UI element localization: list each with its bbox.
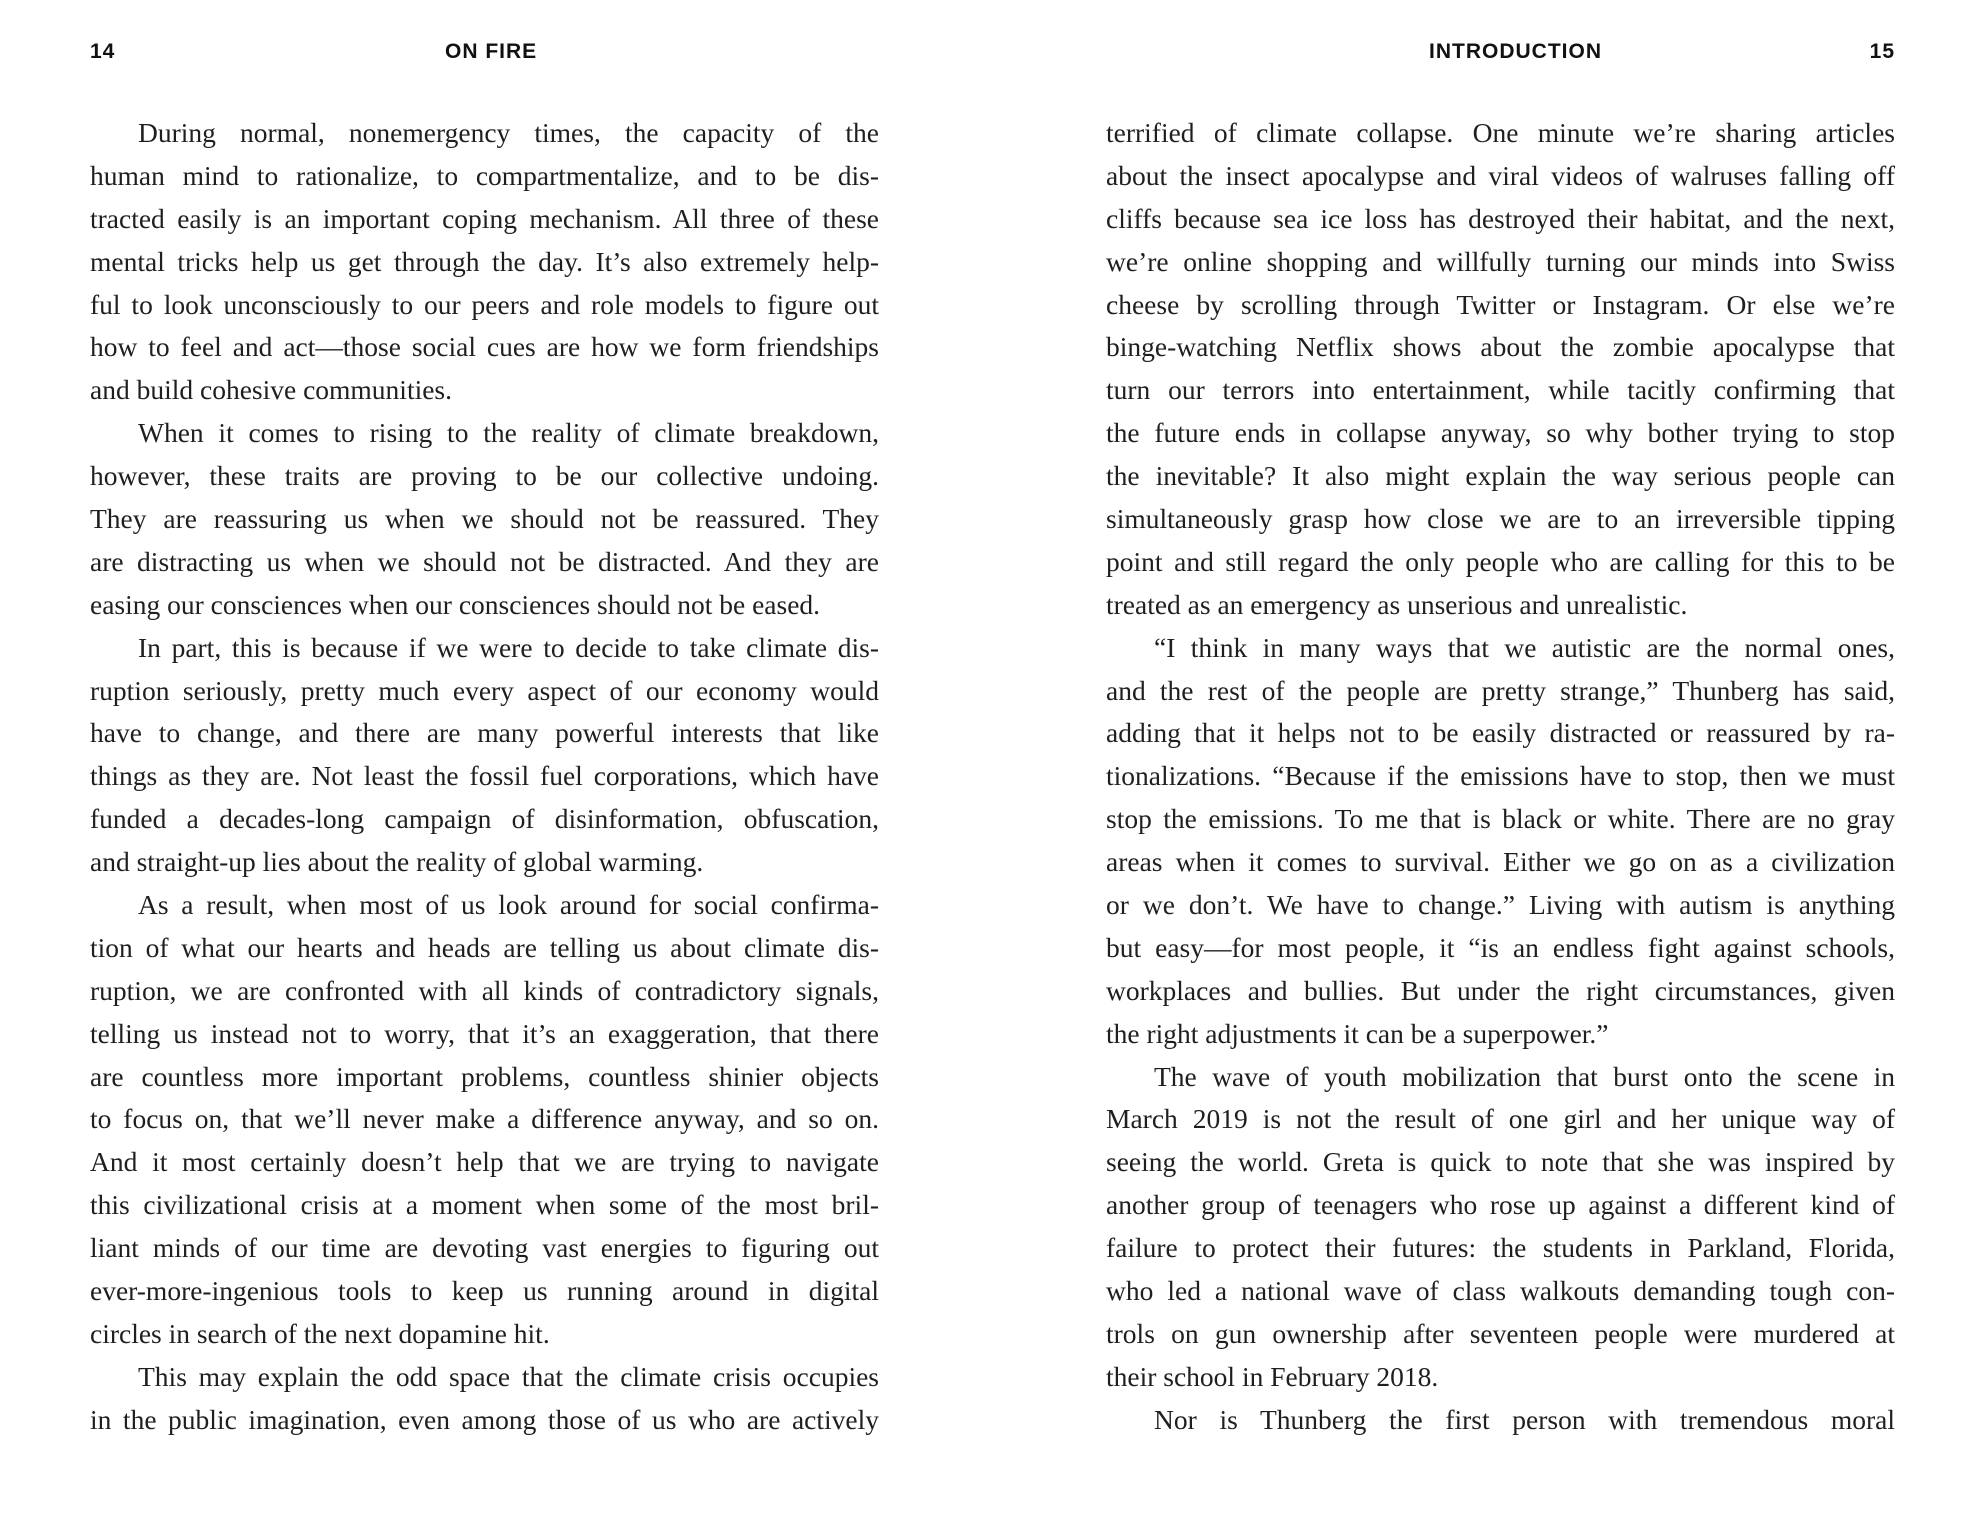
text-line: funded a decades-long campaign of disinformation, obfuscation, [90,803,879,835]
text-line: This may explain the odd space that the climate crisis occupies [138,1360,879,1392]
text-line: or we don’t. We have to change.” Living with autism is anything [1106,889,1895,921]
right-page-number: 15 [1869,40,1895,63]
text-line: And it most certainly doesn’t help that we are trying to navigate [90,1146,879,1178]
text-line: about the insect apocalypse and viral videos of walruses falling off [1106,159,1895,191]
text-line: this civilizational crisis at a moment when some of the most bril- [90,1189,879,1221]
text-line: their school in February 2018. [1106,1360,1439,1392]
text-line: They are reassuring us when we should not be reassured. They [90,503,879,535]
text-line: During normal, nonemergency times, the capacity of the [138,117,879,148]
left-page [90,0,879,1538]
text-line: liant minds of our time are devoting vast energies to figuring out [90,1232,879,1264]
left-page-number: 14 [90,40,116,63]
text-line: tionalizations. “Because if the emissions have to stop, then we must [1106,760,1895,792]
text-line: telling us instead not to worry, that it’s an exaggeration, that there [90,1017,879,1049]
text-line: failure to protect their futures: the students in Parkland, Florida, [1106,1232,1895,1264]
text-line: and build cohesive communities. [90,374,453,406]
text-line: are distracting us when we should not be distracted. And they are [90,545,879,577]
text-line: “I think in many ways that we autistic are the normal ones, [1154,631,1895,663]
text-line: ruption, we are confronted with all kinds of contradictory signals, [90,974,879,1006]
text-line: ful to look unconsciously to our peers and role models to figure out [90,288,879,320]
text-line: tion of what our hearts and heads are telling us about climate dis- [90,931,879,963]
text-line: the right adjustments it can be a superpower.” [1106,1017,1609,1049]
text-line: how to feel and act—those social cues are how we form friendships [90,331,879,363]
text-line: binge-watching Netflix shows about the zombie apocalypse that [1106,331,1895,363]
text-line: easing our consciences when our consciences should not be eased. [90,588,821,620]
text-line: things as they are. Not least the fossil fuel corporations, which have [90,760,879,792]
text-line: human mind to rationalize, to compartmentalize, and to be dis- [90,159,879,191]
text-line: ruption seriously, pretty much every aspect of our economy would [90,674,879,706]
text-line: tracted easily is an important coping mechanism. All three of these [90,202,879,234]
text-line: Nor is Thunberg the first person with tremendous moral [1154,1403,1895,1435]
text-line: another group of teenagers who rose up against a different kind of [1106,1189,1895,1221]
text-line: turn our terrors into entertainment, while tacitly confirming that [1106,374,1895,406]
text-line: the inevitable? It also might explain the way serious people can [1106,460,1895,492]
text-line: terrified of climate collapse. One minute we’re sharing articles [1106,117,1895,148]
right-page [1106,0,1895,1538]
text-line: and the rest of the people are pretty strange,” Thunberg has said, [1106,674,1895,706]
text-line: circles in search of the next dopamine hit. [90,1317,550,1349]
text-line: In part, this is because if we were to decide to take climate dis- [138,631,879,663]
text-line: seeing the world. Greta is quick to note that she was inspired by [1106,1146,1895,1178]
text-line: cheese by scrolling through Twitter or Instagram. Or else we’re [1106,288,1895,320]
text-line: simultaneously grasp how close we are to an irreversible tipping [1106,503,1895,535]
text-line: are countless more important problems, countless shinier objects [90,1060,879,1092]
text-line: mental tricks help us get through the day. It’s also extremely help- [90,245,879,277]
text-line: stop the emissions. To me that is black or white. There are no gray [1106,803,1895,835]
text-line: treated as an emergency as unserious and unrealistic. [1106,588,1688,620]
text-line: but easy—for most people, it “is an endless fight against schools, [1106,931,1895,963]
text-line: The wave of youth mobilization that burst onto the scene in [1154,1060,1895,1092]
left-running-head: ON FIRE [445,40,538,63]
text-line: March 2019 is not the result of one girl and her unique way of [1106,1103,1895,1135]
text-line: workplaces and bullies. But under the right circumstances, given [1106,974,1895,1006]
text-line: When it comes to rising to the reality of climate breakdown, [138,417,879,449]
text-line: As a result, when most of us look around for social confirma- [138,889,879,921]
text-line: ever-more-ingenious tools to keep us running around in digital [90,1275,879,1307]
left-page-header [90,40,879,70]
text-line: areas when it comes to survival. Either we go on as a civilization [1106,846,1895,878]
right-page-body [1106,112,1895,1442]
right-page-header [1106,40,1895,70]
text-line: and straight-up lies about the reality of global warming. [90,846,704,878]
right-running-head: INTRODUCTION [1429,40,1602,63]
text-line: trols on gun ownership after seventeen people were murdered at [1106,1317,1895,1349]
text-line: we’re online shopping and willfully turning our minds into Swiss [1106,245,1895,277]
text-line: however, these traits are proving to be our collective undoing. [90,460,879,492]
left-page-body [90,112,879,1442]
text-line: who led a national wave of class walkouts demanding tough con- [1106,1275,1895,1307]
text-line: adding that it helps not to be easily distracted or reassured by ra- [1106,717,1895,749]
text-line: to focus on, that we’ll never make a difference anyway, and so on. [90,1103,879,1135]
text-line: point and still regard the only people who are calling for this to be [1106,545,1895,577]
text-line: the future ends in collapse anyway, so why bother trying to stop [1106,417,1895,449]
text-line: in the public imagination, even among those of us who are actively [90,1403,879,1435]
text-line: have to change, and there are many powerful interests that like [90,717,879,749]
text-line: cliffs because sea ice loss has destroyed their habitat, and the next, [1106,202,1895,234]
